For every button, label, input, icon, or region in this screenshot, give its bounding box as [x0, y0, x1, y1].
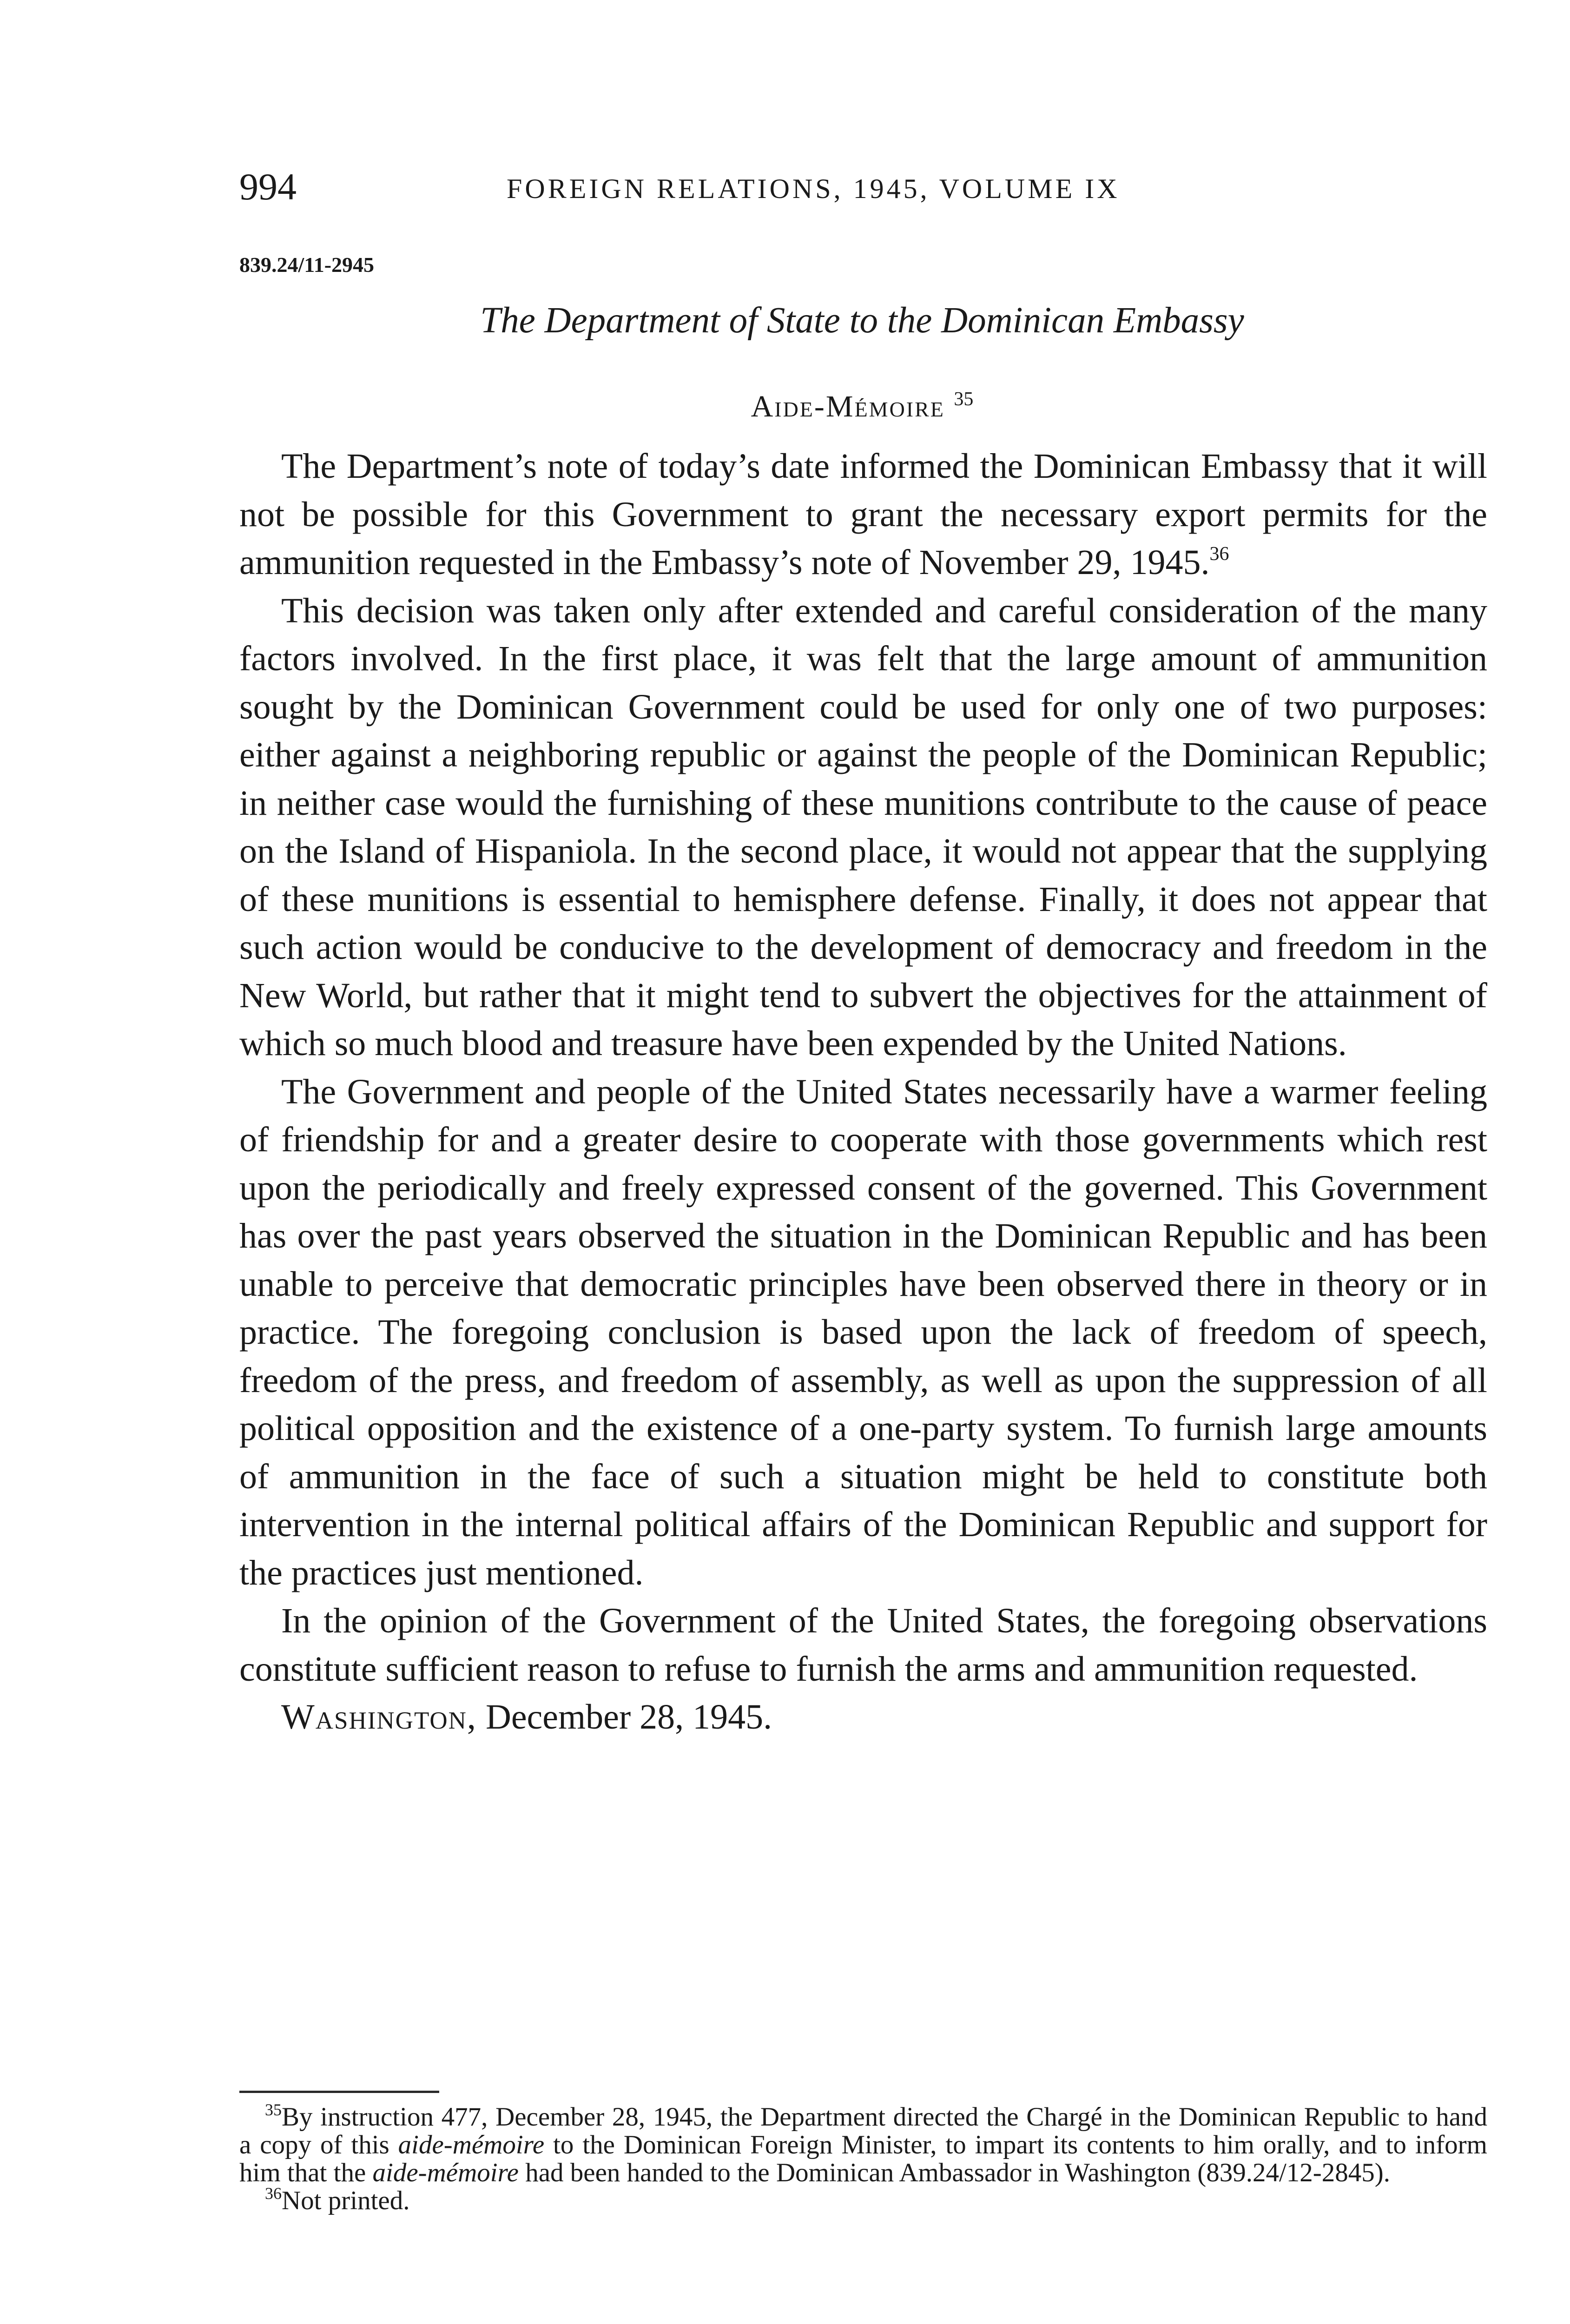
footnote-ref-35: 35 — [954, 389, 974, 410]
document-body — [239, 442, 1487, 1742]
footnote-divider — [239, 2091, 439, 2093]
footnote-ref-36: 36 — [1209, 543, 1229, 565]
page-number: 994 — [239, 165, 297, 208]
footnote-35-part-3: had been handed to the Dominican Ambassador in Washington (839.24/12-2845). — [518, 2158, 1391, 2187]
footnote-36-text: Not printed. — [282, 2186, 410, 2215]
footnote-35-part-2: to the Dominican Foreign Minister, to impart its contents to him orally, and to inform him that the — [239, 2130, 1488, 2187]
subtitle-text: Aide-Mémoire — [751, 390, 945, 423]
file-number: 839.24/11-2945 — [239, 253, 375, 277]
paragraph-4: In the opinion of the Government of the United States, the foregoing observations constitute sufficient reason to refuse to furnish the arms and ammunition requested. — [239, 1601, 1487, 1689]
paragraph-1 — [239, 442, 1487, 587]
running-header — [239, 164, 1308, 215]
footnote-35-italic-1: aide-mémoire — [398, 2130, 545, 2159]
closing-line — [239, 1693, 1487, 1742]
footnote-35 — [239, 2100, 1488, 2187]
document-subtitle — [239, 386, 1485, 428]
closing-place: Washington, — [281, 1697, 477, 1736]
footnote-36 — [239, 2184, 1487, 2215]
closing-date: December 28, 1945. — [485, 1697, 772, 1736]
footnote-35-part-1: By instruction 477, December 28, 1945, the Department directed the Chargé in the Dominican Republic to hand a copy of this — [239, 2102, 1487, 2159]
paragraph-3: The Government and people of the United States necessarily have a warmer feeling of friendship for and a greater desire to cooperate with those governments which rest upon the periodically and freely expressed consent of the governed. This Government has over the past years observed the situation in the Dominican Republic and has been unable to perceive that democratic principles have been observed there in theory or in practice. The foregoing conclusion is based upon the lack of freedom of speech, freedom of the press, and freedom of assembly, as well as upon the suppression of all political opposition and the existence of a one-party system. To furnish large amounts of ammunition in the face of such a situation might be held to constitute both intervention in the internal political affairs of the Dominican Republic and support for the practices just mentioned. — [239, 1072, 1487, 1592]
running-title: FOREIGN RELATIONS, 1945, VOLUME IX — [507, 173, 1120, 204]
footnote-35-number: 35 — [265, 2100, 282, 2119]
footnote-35-italic-2: aide-mémoire — [372, 2158, 519, 2187]
footnotes — [239, 2100, 1488, 2215]
paragraph-2: This decision was taken only after extended and careful consideration of the many factors involved. In the first place, it was felt that the large amount of ammunition sought by the Dominican Government could be used for only one of two purposes: either against a neighboring republic or against the people of the Dominican Republic; in neither case would the furnishing of these munitions contribute to the cause of peace on the Island of Hispaniola. In the second place, it would not appear that the supplying of these munitions is essential to hemisphere defense. Finally, it does not appear that such action would be conducive to the development of democracy and freedom in the New World, but rather that it might tend to subvert the objectives for the attainment of which so much blood and treasure have been expended by the United Nations. — [239, 591, 1487, 1063]
footnote-36-number: 36 — [265, 2184, 282, 2203]
document-title: The Department of State to the Dominican Embassy — [480, 300, 1244, 341]
paragraph-1-text: The Department’s note of today’s date informed the Dominican Embassy that it will not be possible for this Government to grant the necessary export permits for the ammunition requested in the Embassy’s note of November 29, 1945. — [239, 447, 1487, 582]
